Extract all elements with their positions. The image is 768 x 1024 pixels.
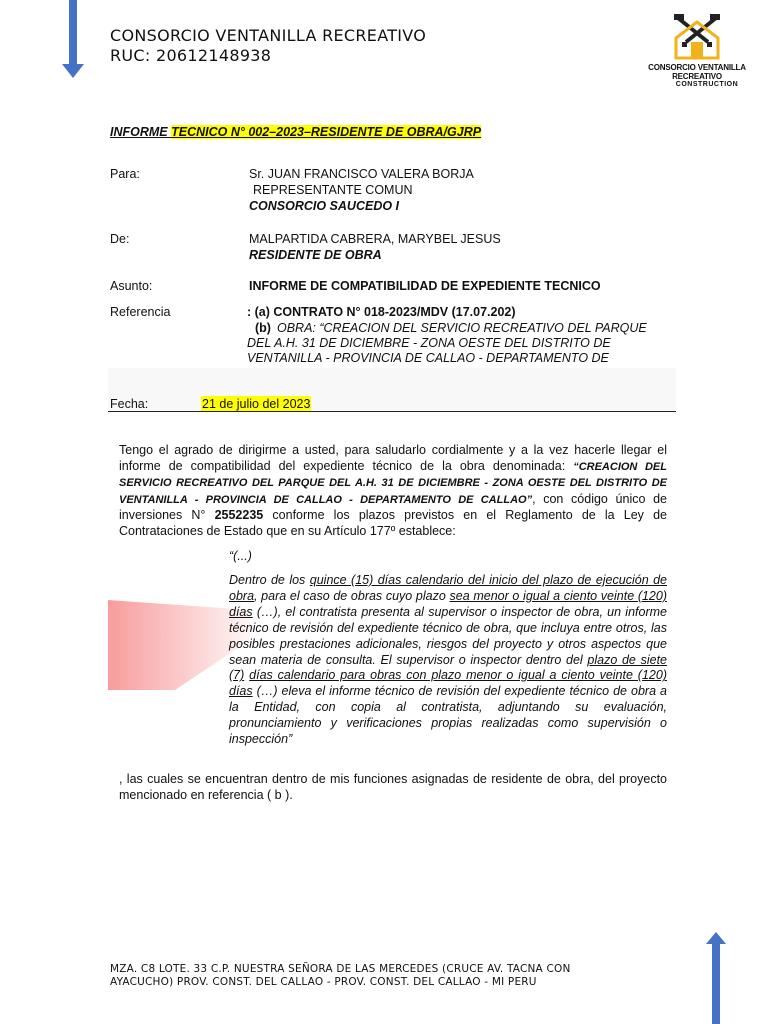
quote-open: “(...) bbox=[229, 549, 252, 563]
company-logo bbox=[638, 10, 756, 90]
arrow-up-icon bbox=[703, 930, 729, 1024]
body-p1-project: “CREACION DEL SERVICIO RECREATIVO DEL PARQUE DEL A.H. 31 DE DICIEMBRE - ZONA OESTE DEL DISTRITO DE VENTANILLA - PROVINCIA DE CALLAO - DEPARTAMENTO DE CALLAO” bbox=[119, 460, 667, 506]
para-name: Sr. JUAN FRANCISCO VALERA BORJA bbox=[249, 167, 474, 181]
referencia-a: : (a) CONTRATO N° 018-2023/MDV (17.07.202) bbox=[247, 305, 516, 319]
body-p1-text-b: , con código único de inversiones N° bbox=[119, 491, 668, 522]
quote-block bbox=[229, 573, 667, 748]
body-p1-text-c: conforme los plazos previstos en el Reglamento de la Ley de Contrataciones de Estado que en su Artículo 177º establece: bbox=[119, 508, 667, 538]
de-name: MALPARTIDA CABRERA, MARYBEL JESUS bbox=[249, 232, 501, 246]
quote-part-3: , para el caso de obras cuyo plazo bbox=[254, 588, 450, 603]
para-label: Para: bbox=[110, 167, 140, 181]
body-p1-text-a: Tengo el agrado de dirigirme a usted, para saludarlo cordialmente y a la vez hacerle llegar el informe de compatibilidad del expediente técnico de la obra denominada: bbox=[119, 443, 667, 473]
footer-address-line2: AYACUCHO) PROV. CONST. DEL CALLAO - PROV. CONST. DEL CALLAO - MI PERU bbox=[110, 976, 537, 988]
quote-part-2: quince (15) días calendario del inicio del plazo de ejecución de obra bbox=[229, 573, 667, 603]
quote-part-6: plazo de siete (7) bbox=[229, 652, 667, 683]
referencia-label: Referencia bbox=[110, 305, 171, 319]
quote-part-4: sea menor o igual a ciento veinte (120) días bbox=[229, 588, 667, 619]
asunto-value: INFORME DE COMPATIBILIDAD DE EXPEDIENTE TECNICO bbox=[249, 279, 601, 293]
quote-part-5: (…), el contratista presenta al supervisor o inspector de obra, un informe técnico de revisión del expediente técnico de obra, que incluya entre otros, las posibles prestaciones adicionales, riesgos del proyecto y otros aspectos que sean materia de consulta. El supervisor o inspector dentro del bbox=[229, 604, 667, 667]
asunto-label: Asunto: bbox=[110, 279, 153, 293]
company-ruc: RUC: 20612148938 bbox=[110, 46, 272, 65]
quote-part-9: (…) eleva el informe técnico de revisión del expediente técnico de obra a la Entidad, con copia al contratista, adjuntando su evaluación, pronunciamiento y verificaciones propias realizadas como supervisión o inspección” bbox=[229, 684, 667, 747]
company-name: CONSORCIO VENTANILLA RECREATIVO bbox=[110, 26, 427, 45]
body-paragraph-1 bbox=[119, 443, 667, 539]
body-paragraph-2: , las cuales se encuentran dentro de mis funciones asignadas de residente de obra, del proyecto mencionado en referencia ( b ). bbox=[119, 772, 667, 802]
referencia-b-line1: OBRA: “CREACION DEL SERVICIO RECREATIVO DEL PARQUE bbox=[277, 321, 647, 335]
referencia-b-label: (b) bbox=[255, 321, 271, 335]
quote-part-1: Dentro de los bbox=[229, 573, 310, 587]
fecha-value: 21 de julio del 2023 bbox=[202, 397, 311, 411]
house-tools-icon bbox=[638, 10, 756, 60]
logo-text: CONSORCIO VENTANILLA RECREATIVO bbox=[648, 63, 746, 81]
de-role: RESIDENTE DE OBRA bbox=[249, 248, 382, 262]
fecha-label: Fecha: bbox=[110, 397, 149, 411]
para-org: CONSORCIO SAUCEDO I bbox=[249, 199, 400, 213]
para-role: REPRESENTANTE COMUN bbox=[253, 183, 413, 197]
report-title-prefix: INFORME bbox=[110, 125, 172, 139]
referencia-b-line3: VENTANILLA - PROVINCIA DE CALLAO - DEPARTAMENTO DE bbox=[247, 351, 609, 365]
referencia-b-line2: DEL A.H. 31 DE DICIEMBRE - ZONA OESTE DEL DISTRITO DE bbox=[247, 336, 611, 350]
report-title-number: TECNICO N° 002–2023–RESIDENTE DE OBRA/GJRP bbox=[171, 125, 482, 139]
arrow-down-icon bbox=[60, 0, 86, 80]
footer-address-line1: MZA. C8 LOTE. 33 C.P. NUESTRA SEÑORA DE LAS MERCEDES (CRUCE AV. TACNA CON bbox=[110, 963, 571, 975]
fecha-row-bg bbox=[108, 368, 676, 410]
body-p1-cui: 2552235 bbox=[214, 508, 264, 522]
report-title bbox=[110, 124, 481, 140]
quote-part-8: días calendario para obras con plazo menor o igual a ciento veinte (120) días bbox=[229, 668, 667, 699]
de-label: De: bbox=[110, 232, 130, 246]
logo-subtext: CONSTRUCTION bbox=[675, 81, 739, 88]
divider bbox=[108, 411, 676, 412]
